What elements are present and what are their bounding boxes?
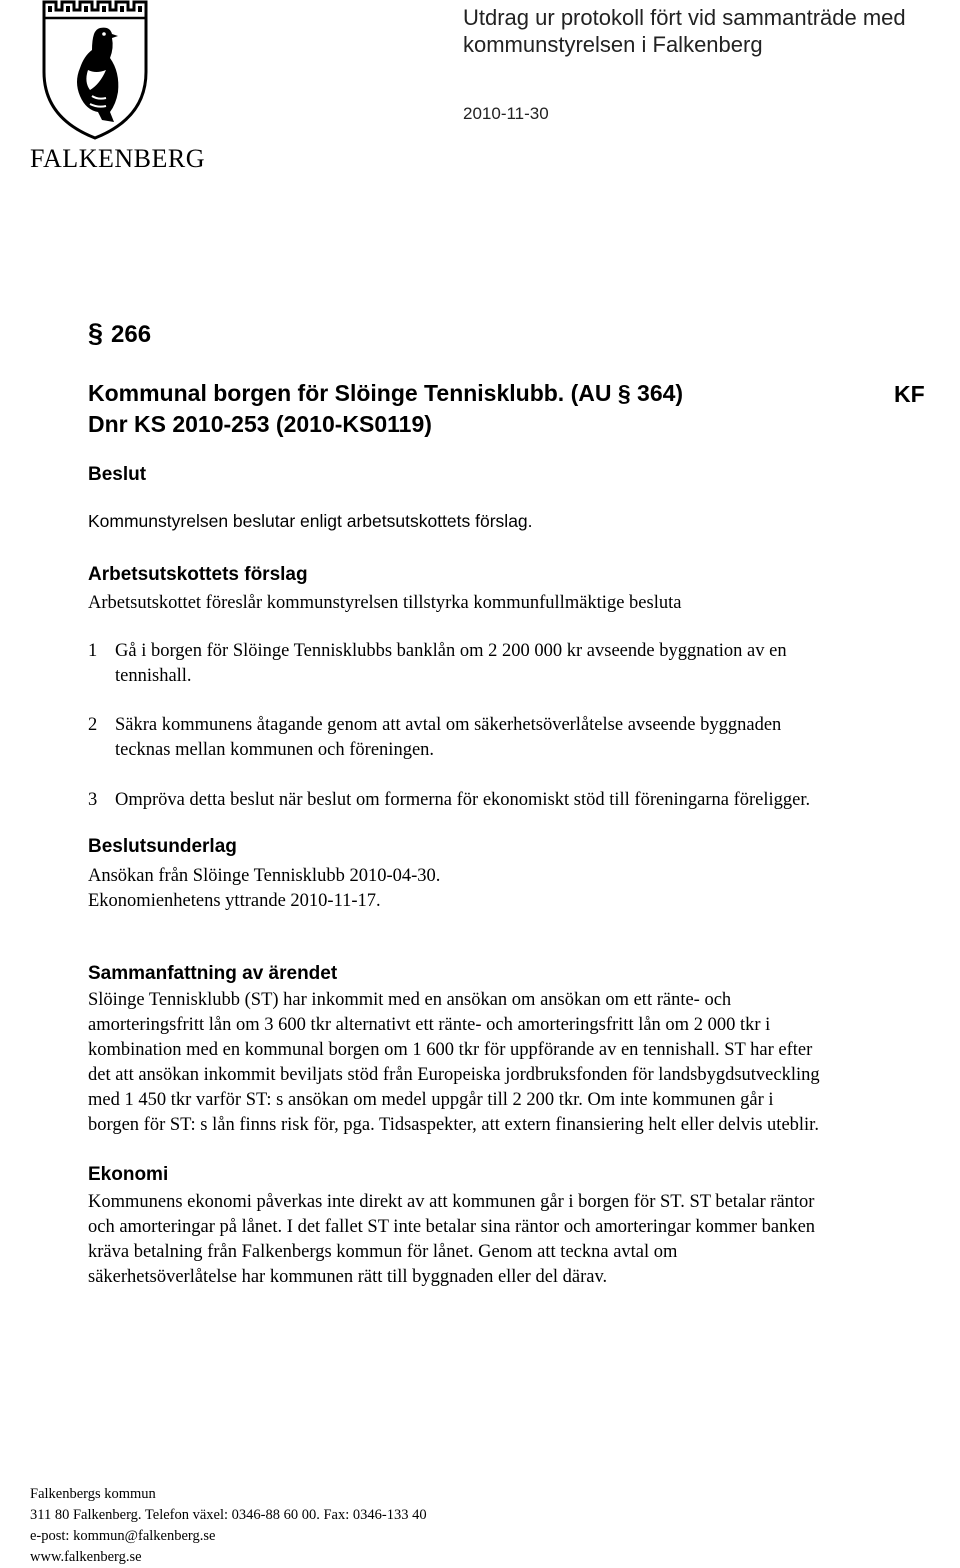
coat-of-arms-icon xyxy=(40,0,150,140)
summary-heading: Sammanfattning av ärendet xyxy=(88,963,338,984)
summary-line: det att ansökan inkommit beviljats stöd från Europeiska jordbruksfonden för landsbygdsutveckling xyxy=(88,1065,820,1085)
case-reference: Dnr KS 2010-253 (2010-KS0119) xyxy=(88,411,432,437)
section-number xyxy=(88,318,151,349)
ekonomi-line: Kommunens ekonomi påverkas inte direkt av att kommunen går i borgen för ST. ST betalar räntor xyxy=(88,1192,815,1212)
header-title-line1: Utdrag ur protokoll fört vid sammanträde med xyxy=(463,5,906,30)
underlag-line: Ansökan från Slöinge Tennisklubb 2010-04-30. xyxy=(88,866,441,886)
summary-line: amorteringsfritt lån om 3 600 tkr alternativt ett ränte- och amorteringsfritt lån om 2 000 tkr i xyxy=(88,1015,771,1035)
underlag-line: Ekonomienhetens yttrande 2010-11-17. xyxy=(88,891,381,911)
list-item-number: 3 xyxy=(88,790,98,810)
logo-wordmark: FALKENBERG xyxy=(30,144,205,173)
ekonomi-heading: Ekonomi xyxy=(88,1164,169,1185)
summary-line: Slöinge Tennisklubb (ST) har inkommit med en ansökan om ansökan om ett ränte- och xyxy=(88,990,732,1010)
falkenberg-logo xyxy=(30,0,205,175)
beslut-heading: Beslut xyxy=(88,464,147,485)
header-title-line2: kommunstyrelsen i Falkenberg xyxy=(463,32,763,57)
beslut-text: Kommunstyrelsen beslutar enligt arbetsutskottets förslag. xyxy=(88,511,533,531)
list-item-line: tennishall. xyxy=(115,666,192,686)
forslag-heading: Arbetsutskottets förslag xyxy=(88,564,308,585)
list-item-line: Gå i borgen för Slöinge Tennisklubbs banklån om 2 200 000 kr avseende byggnation av en xyxy=(115,641,787,661)
underlag-heading: Beslutsunderlag xyxy=(88,836,237,857)
underlag-list xyxy=(88,864,440,914)
list-item-line: tecknas mellan kommunen och föreningen. xyxy=(115,740,435,760)
summary-line: borgen för ST: s lån finns risk för, pga. Tidsaspekter, att extern finansiering helt eller delvis uteblir. xyxy=(88,1115,819,1135)
summary-text xyxy=(88,988,960,1138)
protocol-header-title xyxy=(463,4,943,58)
summary-line: kombination med en kommunal borgen om 1 600 tkr för uppförande av en tennishall. ST har efter xyxy=(88,1040,813,1060)
page-footer xyxy=(30,1484,427,1568)
ekonomi-line: och amorteringar på lånet. I det fallet ST inte betalar sina räntor och amorteringar kommer banken xyxy=(88,1217,816,1237)
list-item-number: 1 xyxy=(88,641,98,661)
footer-address: 311 80 Falkenberg. Telefon växel: 0346-88 60 00. Fax: 0346-133 40 xyxy=(30,1507,427,1523)
ekonomi-line: säkerhetsöverlåtelse har kommunen rätt till byggnaden eller del därav. xyxy=(88,1267,608,1287)
footer-email: e-post: kommun@falkenberg.se xyxy=(30,1528,216,1544)
ekonomi-line: kräva betalning från Falkenbergs kommun för lånet. Genom att teckna avtal om xyxy=(88,1242,678,1262)
section-number-value: 266 xyxy=(111,321,152,348)
section-symbol: § xyxy=(88,318,104,348)
list-item-line: Ompröva detta beslut när beslut om formerna för ekonomiskt stöd till föreningarna föreligger. xyxy=(115,790,811,810)
forslag-intro: Arbetsutskottet föreslår kommunstyrelsen tillstyrka kommunfullmäktige besluta xyxy=(88,593,682,613)
footer-web: www.falkenberg.se xyxy=(30,1549,142,1565)
meeting-date: 2010-11-30 xyxy=(463,104,549,123)
case-target-badge: KF xyxy=(894,381,925,407)
case-title: Kommunal borgen för Slöinge Tennisklubb. (AU § 364) xyxy=(88,380,684,406)
footer-org: Falkenbergs kommun xyxy=(30,1486,156,1502)
ekonomi-text xyxy=(88,1190,960,1290)
list-item-line: Säkra kommunens åtagande genom att avtal om säkerhetsöverlåtelse avseende byggnaden xyxy=(115,715,782,735)
summary-line: med 1 450 tkr varför ST: s ansökan om medel uppgår till 2 200 tkr. Om inte kommunen går i xyxy=(88,1090,774,1110)
list-item-number: 2 xyxy=(88,715,98,735)
